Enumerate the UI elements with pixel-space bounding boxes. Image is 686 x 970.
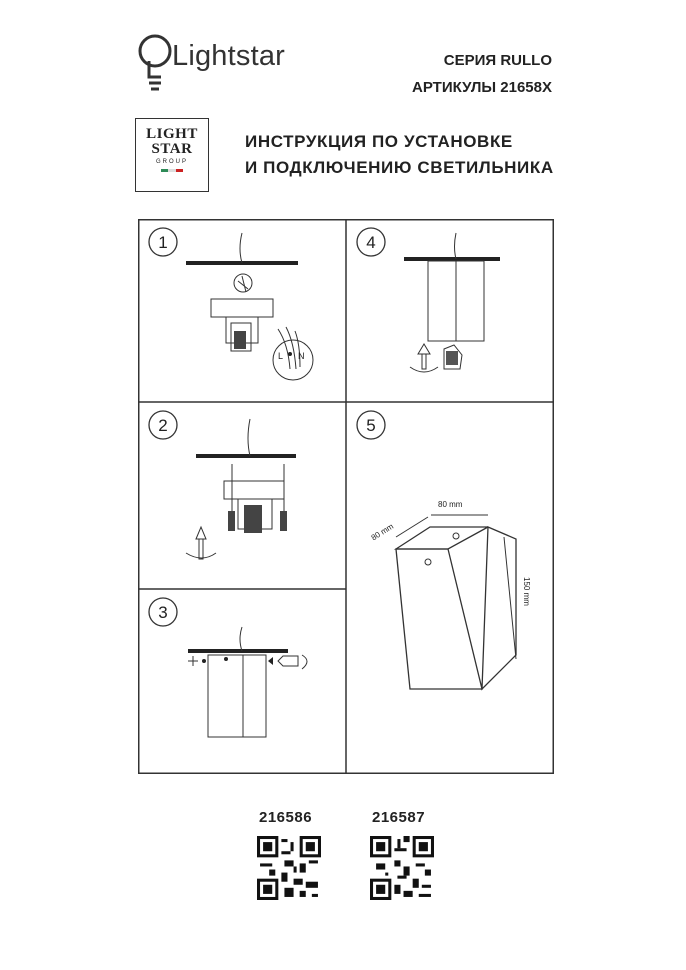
stamp-line1: LIGHT (146, 126, 198, 142)
dimension-height: 150 mm (522, 577, 531, 606)
step-2-panel (149, 411, 296, 559)
dimension-depth: 80 mm (369, 521, 396, 543)
step-5-number: 5 (366, 416, 376, 435)
wire-label-l: L (278, 351, 284, 361)
title-line2: И ПОДКЛЮЧЕНИЮ СВЕТИЛЬНИКА (245, 158, 554, 177)
articles-label: АРТИКУЛЫ 21658X (412, 79, 552, 96)
instruction-grid (138, 219, 554, 774)
qr-code-icon-2 (370, 836, 434, 900)
wire-label-n: N (298, 351, 305, 361)
step-4-panel (357, 228, 500, 372)
stamp-line3: GROUP (155, 159, 188, 165)
italian-flag-icon (161, 169, 183, 172)
series-label: СЕРИЯ RULLO (443, 52, 552, 69)
title-line1: ИНСТРУКЦИЯ ПО УСТАНОВКЕ (245, 132, 513, 151)
step-5-panel (357, 411, 531, 689)
stamp-line2: STAR (151, 141, 193, 157)
qr-code-icon-1 (257, 836, 321, 900)
dimension-width: 80 mm (438, 500, 463, 509)
step-1-number: 1 (158, 233, 168, 252)
product-code-1: 216586 (259, 809, 313, 826)
step-3-number: 3 (158, 603, 168, 622)
lightstar-logo-icon (137, 33, 173, 97)
brand-name: Lightstar (172, 40, 286, 72)
step-1-panel (149, 228, 313, 380)
product-code-2: 216587 (372, 809, 426, 826)
step-2-number: 2 (158, 416, 168, 435)
step-3-panel (149, 598, 307, 737)
step-4-number: 4 (366, 233, 376, 252)
lightstar-group-stamp (135, 118, 209, 192)
